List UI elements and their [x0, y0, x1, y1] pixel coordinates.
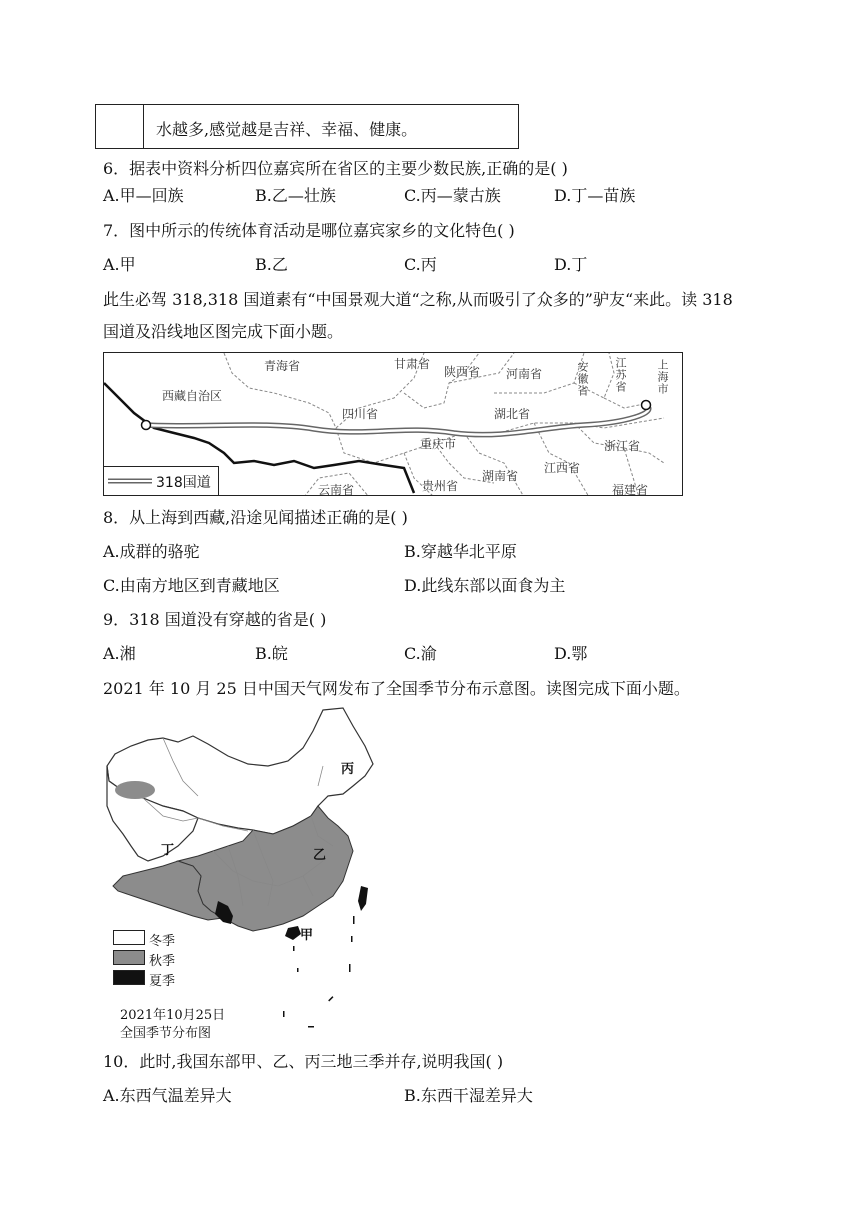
q8-option-b[interactable]: B.穿越华北平原: [404, 542, 517, 561]
legend-label-winter: 冬季: [149, 934, 176, 949]
map-label-bing: 丙: [341, 762, 355, 777]
q10-option-a[interactable]: A.东西气温差异大: [103, 1086, 232, 1105]
q7-option-d[interactable]: D.丁: [554, 255, 588, 274]
q10-option-b[interactable]: B.东西干湿差异大: [404, 1086, 533, 1105]
map-label-yi: 乙: [313, 848, 327, 863]
map-legend: [104, 466, 219, 495]
question-10-stem: 10．此时,我国东部甲、乙、丙三地三季并存,说明我国( ): [103, 1052, 504, 1071]
question-8-stem: 8．从上海到西藏,沿途见闻描述正确的是( ): [103, 508, 408, 527]
route-318-map: [103, 352, 683, 496]
map-label-qinghai: 青海省: [264, 359, 301, 373]
map-label-henan: 河南省: [506, 367, 543, 381]
q8-option-a[interactable]: A.成群的骆驼: [103, 542, 200, 561]
question-7-stem: 7．图中所示的传统体育活动是哪位嘉宾家乡的文化特色( ): [103, 221, 515, 240]
question-6-stem: 6．据表中资料分析四位嘉宾所在省区的主要少数民族,正确的是( ): [103, 159, 568, 178]
q7-option-c[interactable]: C.丙: [404, 255, 437, 274]
q7-option-a[interactable]: A.甲: [103, 255, 136, 274]
map-label-anhui: 安徽省: [576, 361, 589, 397]
map-label-guizhou: 贵州省: [422, 479, 459, 493]
intro-season: 2021 年 10 月 25 日中国天气网发布了全国季节分布示意图。读图完成下面小题。: [103, 679, 690, 698]
q6-option-a[interactable]: A.甲—回族: [103, 186, 184, 205]
map-label-fujian: 福建省: [612, 483, 649, 496]
map-label-shanghai: 上海市: [656, 359, 669, 395]
map-label-chongqing: 重庆市: [420, 437, 457, 451]
legend-label-summer: 夏季: [149, 974, 176, 989]
intro-318-line2: 国道及沿线地区图完成下面小题。: [103, 322, 344, 341]
question-9-stem: 9．318 国道没有穿越的省是( ): [103, 610, 327, 629]
table-fragment: [95, 104, 519, 149]
q9-option-d[interactable]: D.鄂: [554, 644, 588, 663]
q6-option-d[interactable]: D.丁—苗族: [554, 186, 636, 205]
q8-option-d[interactable]: D.此线东部以面食为主: [404, 576, 566, 595]
map-label-hubei: 湖北省: [494, 407, 531, 421]
map-label-jiangxi: 江西省: [544, 461, 581, 475]
table-cell-empty: [96, 105, 144, 148]
map-label-hunan: 湖南省: [482, 469, 519, 483]
q9-option-c[interactable]: C.渝: [404, 644, 437, 663]
legend-swatch-summer: [113, 970, 145, 985]
legend-label: 318国道: [156, 475, 211, 491]
legend-road-symbol: [104, 467, 154, 495]
map-caption-date: 2021年10月25日: [120, 1008, 226, 1023]
legend-swatch-winter: [113, 930, 145, 945]
q9-option-b[interactable]: B.皖: [255, 644, 288, 663]
season-map-drawing: [103, 706, 403, 1038]
map-label-shaanxi: 陕西省: [444, 365, 481, 379]
q6-option-b[interactable]: B.乙—壮族: [255, 186, 336, 205]
legend-swatch-autumn: [113, 950, 145, 965]
map-label-sichuan: 四川省: [342, 407, 379, 421]
map-label-xizang: 西藏自治区: [162, 389, 223, 403]
q6-option-c[interactable]: C.丙—蒙古族: [404, 186, 501, 205]
q8-option-c[interactable]: C.由南方地区到青藏地区: [103, 576, 280, 595]
q7-option-b[interactable]: B.乙: [255, 255, 288, 274]
map-label-yunnan: 云南省: [318, 483, 355, 496]
map-label-zhejiang: 浙江省: [604, 439, 641, 453]
q9-option-a[interactable]: A.湘: [103, 644, 136, 663]
map-caption-title: 全国季节分布图: [120, 1026, 212, 1041]
legend-label-autumn: 秋季: [149, 954, 176, 969]
intro-318-line1: 此生必驾 318,318 国道素有“中国景观大道“之称,从而吸引了众多的”驴友“来此。读 318: [103, 290, 733, 309]
map-label-ding: 丁: [161, 843, 175, 858]
season-map: [103, 706, 403, 1041]
table-cell-text: 水越多,感觉越是吉祥、幸福、健康。: [156, 120, 418, 139]
map-label-jiangsu: 江苏省: [614, 357, 627, 393]
map-label-gansu: 甘肃省: [394, 357, 431, 371]
map-label-jia: 甲: [300, 928, 314, 943]
